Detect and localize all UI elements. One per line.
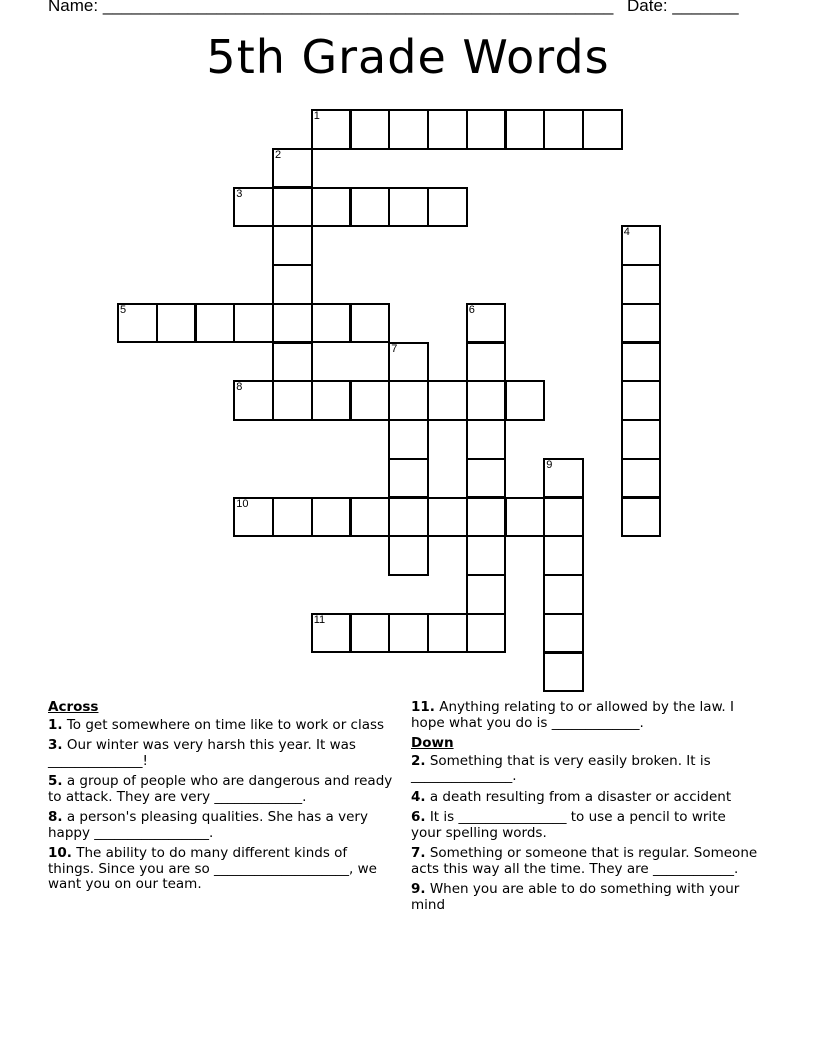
crossword-cell[interactable] — [621, 380, 662, 421]
clue-number: 7 — [391, 342, 398, 355]
crossword-cell[interactable] — [311, 497, 352, 538]
crossword-cell[interactable] — [427, 613, 468, 654]
crossword-cell[interactable] — [388, 380, 429, 421]
crossword-cell[interactable] — [156, 303, 197, 344]
clue-down-4: 4. a death resulting from a disaster or accident — [411, 788, 732, 805]
crossword-cell[interactable] — [505, 109, 546, 150]
crossword-cell[interactable] — [621, 342, 662, 383]
crossword-cell[interactable] — [466, 419, 507, 460]
crossword-cell[interactable] — [388, 419, 429, 460]
clue-number: 3 — [236, 187, 243, 200]
crossword-cell[interactable] — [233, 380, 274, 421]
clue-across-3: 3. Our winter was very harsh this year. It was ______________! — [48, 737, 356, 769]
crossword-cell[interactable] — [311, 380, 352, 421]
crossword-cell[interactable] — [350, 303, 391, 344]
crossword-cell[interactable] — [621, 303, 662, 344]
crossword-cell[interactable] — [311, 613, 352, 654]
crossword-cell[interactable] — [233, 187, 274, 228]
crossword-cell[interactable] — [582, 109, 623, 150]
clue-number: 4 — [623, 226, 630, 239]
clue-across-8: 8. a person's pleasing qualities. She has a very happy _________________. — [48, 809, 368, 841]
crossword-cell[interactable] — [272, 264, 313, 305]
clues-right-column — [411, 700, 759, 918]
down-heading: Down — [411, 735, 454, 751]
crossword-cell[interactable] — [621, 264, 662, 305]
name-blank: ______________________________________________________ — [102, 0, 614, 15]
crossword-cell[interactable] — [272, 342, 313, 383]
crossword-cell[interactable] — [388, 613, 429, 654]
crossword-cell[interactable] — [195, 303, 236, 344]
crossword-cell[interactable] — [466, 342, 507, 383]
page-title: 5th Grade Words — [206, 30, 610, 84]
clue-number: 2 — [275, 148, 282, 161]
crossword-cell[interactable] — [505, 380, 546, 421]
crossword-cell[interactable] — [466, 458, 507, 499]
crossword-cell[interactable] — [621, 419, 662, 460]
crossword-cell[interactable] — [272, 187, 313, 228]
crossword-cell[interactable] — [388, 342, 429, 383]
crossword-cell[interactable] — [117, 303, 158, 344]
across-heading: Across — [48, 699, 99, 715]
crossword-cell[interactable] — [505, 497, 546, 538]
crossword-cell[interactable] — [272, 497, 313, 538]
crossword-cell[interactable] — [388, 109, 429, 150]
crossword-cell[interactable] — [427, 497, 468, 538]
crossword-cell[interactable] — [466, 535, 507, 576]
crossword-cell[interactable] — [466, 497, 507, 538]
date-label: Date: — [627, 0, 668, 15]
crossword-cell[interactable] — [272, 148, 313, 189]
crossword-cell[interactable] — [311, 303, 352, 344]
crossword-cell[interactable] — [543, 458, 584, 499]
crossword-cell[interactable] — [350, 613, 391, 654]
crossword-cell[interactable] — [621, 497, 662, 538]
clue-down-6: 6. It is ________________ to use a pencil to write your spelling words. — [411, 809, 726, 841]
clue-number: 1 — [313, 110, 320, 122]
clue-number: 11 — [313, 613, 326, 626]
clue-number: 6 — [468, 303, 475, 316]
clue-across-5: 5. a group of people who are dangerous and ready to attack. They are very _____________. — [48, 773, 393, 805]
crossword-cell[interactable] — [350, 109, 391, 150]
crossword-cell[interactable] — [466, 380, 507, 421]
crossword-cell[interactable] — [388, 497, 429, 538]
clue-number: 5 — [120, 303, 127, 316]
crossword-cell[interactable] — [543, 109, 584, 150]
crossword-cell[interactable] — [427, 187, 468, 228]
crossword-cell[interactable] — [466, 109, 507, 150]
crossword-cell[interactable] — [621, 225, 662, 266]
clue-across-1: 1. To get somewhere on time like to work or class — [48, 716, 385, 733]
crossword-cell[interactable] — [621, 458, 662, 499]
crossword-cell[interactable] — [388, 535, 429, 576]
crossword-cell[interactable] — [388, 458, 429, 499]
crossword-cell[interactable] — [543, 497, 584, 538]
crossword-cell[interactable] — [233, 303, 274, 344]
clue-down-9: 9. When you are able to do something with your mind — [411, 881, 740, 913]
crossword-cell[interactable] — [543, 652, 584, 693]
crossword-cell[interactable] — [543, 574, 584, 615]
crossword-cell[interactable] — [350, 380, 391, 421]
crossword-cell[interactable] — [233, 497, 274, 538]
crossword-cell[interactable] — [427, 380, 468, 421]
crossword-cell[interactable] — [272, 380, 313, 421]
name-label: Name: — [48, 0, 99, 15]
crossword-cell[interactable] — [466, 303, 507, 344]
clue-number: 8 — [236, 381, 243, 394]
clue-across-11: 11. Anything relating to or allowed by the law. I hope what you do is _____________. — [411, 699, 734, 731]
crossword-cell[interactable] — [427, 109, 468, 150]
crossword-cell[interactable] — [272, 225, 313, 266]
crossword-cell[interactable] — [543, 535, 584, 576]
crossword-cell[interactable] — [311, 109, 352, 150]
crossword-cell[interactable] — [350, 187, 391, 228]
clue-down-7: 7. Something or someone that is regular. Someone acts this way all the time. They are ____________. — [411, 845, 758, 877]
crossword-cell[interactable] — [311, 187, 352, 228]
crossword-cell[interactable] — [466, 574, 507, 615]
crossword-cell[interactable] — [388, 187, 429, 228]
clues-left-column — [48, 700, 396, 898]
crossword-cell[interactable] — [272, 303, 313, 344]
crossword-cell[interactable] — [543, 613, 584, 654]
crossword-cell[interactable] — [466, 613, 507, 654]
clue-down-2: 2. Something that is very easily broken. It is _______________. — [411, 752, 711, 784]
clue-across-10: 10. The ability to do many different kinds of things. Since you are so ____________________, we want you on our team. — [48, 845, 377, 892]
date-blank: _______ — [672, 0, 739, 15]
crossword-cell[interactable] — [350, 497, 391, 538]
clue-number: 10 — [236, 497, 249, 510]
clue-number: 9 — [546, 458, 553, 471]
